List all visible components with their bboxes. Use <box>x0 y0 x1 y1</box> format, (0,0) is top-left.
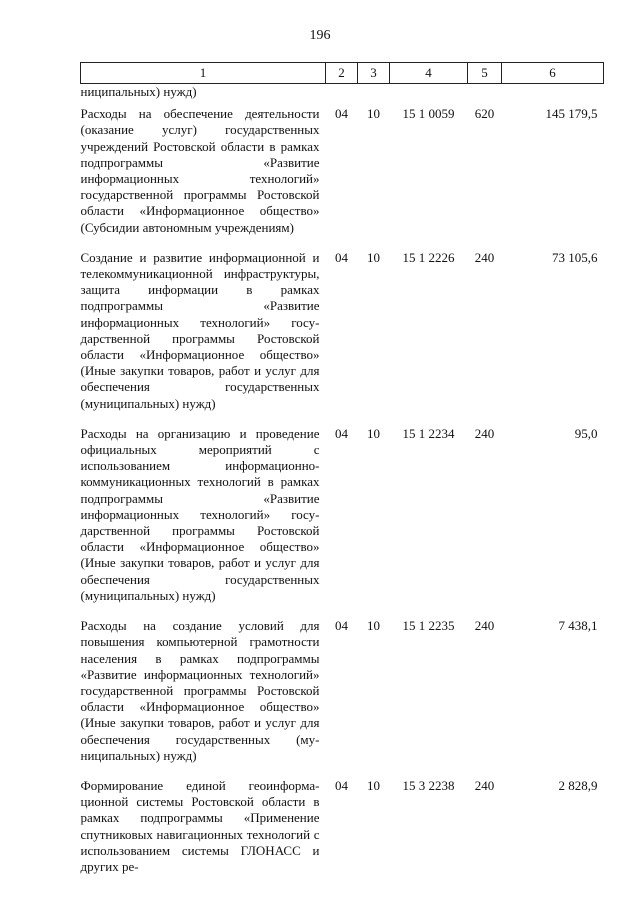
row-section: 04 <box>335 425 348 441</box>
table-row <box>81 106 604 250</box>
row-subsection: 10 <box>367 777 380 793</box>
table-row <box>81 778 604 889</box>
row-description: Создание и развитие информационной и телекоммуникационной инфраструктуры, защита информации в рамках подпрограммы «Развитие информационных технологий» государственной программы Ростовской области «Информационное общество» (Иные закупки товаров, работ и услуг для обеспечения государственных (муниципальных) нужд) <box>80 249 320 411</box>
row-section: 04 <box>335 106 348 122</box>
row-target-code: 15 1 2226 <box>402 249 455 265</box>
row-target-code: 15 1 2235 <box>402 618 455 634</box>
header-row <box>81 63 604 84</box>
row-subsection: 10 <box>367 618 380 634</box>
column-header: 3 <box>358 63 390 84</box>
continuation-row <box>81 84 604 107</box>
row-target-code: 15 3 2238 <box>402 777 455 793</box>
row-subsection: 10 <box>367 106 380 122</box>
row-subsection: 10 <box>367 249 380 265</box>
row-expense-type: 240 <box>474 777 495 793</box>
column-header: 2 <box>326 63 358 84</box>
column-header: 1 <box>81 63 326 84</box>
row-amount: 145 179,5 <box>545 106 598 122</box>
row-description: Формирование единой геоинформационной системы Ростовской области в рамках подпрограммы «Применение спутниковых навигационных технологий с использованием системы ГЛОНАСС и других ре- <box>80 777 320 874</box>
page-number: 196 <box>309 28 331 43</box>
row-expense-type: 240 <box>474 425 495 441</box>
row-amount: 95,0 <box>574 425 598 441</box>
column-header: 6 <box>502 63 604 84</box>
column-header: 4 <box>390 63 468 84</box>
row-description: Расходы на обеспечение деятельности (оказание услуг) государственных учреждений Ростовской области в рамках подпрограммы «Развитие информационных технологий» государственной программы Ростовской области «Информационное общество» (Субсидии автономным учреждениям) <box>80 106 320 235</box>
row-description: Расходы на организацию и проведение официальных мероприятий с использованием информационно-коммуникационных технологий в рамках подпрограммы «Развитие информационных технологий» государственной программы Ростовской области «Информационное общество» (Иные закупки товаров, работ и услуг для обеспечения государственных (муниципальных) нужд) <box>80 425 320 603</box>
row-expense-type: 240 <box>474 618 495 634</box>
table-row <box>81 250 604 426</box>
row-section: 04 <box>335 249 348 265</box>
table-row <box>81 426 604 618</box>
row-target-code: 15 1 0059 <box>402 106 455 122</box>
continuation-text: ниципальных) нужд) <box>80 84 197 99</box>
row-section: 04 <box>335 618 348 634</box>
row-subsection: 10 <box>367 425 380 441</box>
row-expense-type: 240 <box>474 249 495 265</box>
row-amount: 73 105,6 <box>552 249 598 265</box>
row-section: 04 <box>335 777 348 793</box>
row-expense-type: 620 <box>474 106 495 122</box>
row-description: Расходы на создание условий для повышения компьютерной грамотности населения в рамках подпрограммы «Развитие информационных технологий» государственной программы Ростовской области «Информационное общество» (Иные закупки товаров, работ и услуг для обеспечения государственных (муниципальных) нужд) <box>80 618 320 763</box>
table-row <box>81 618 604 778</box>
row-target-code: 15 1 2234 <box>402 425 455 441</box>
row-amount: 7 438,1 <box>558 618 598 634</box>
column-header: 5 <box>468 63 502 84</box>
row-amount: 2 828,9 <box>558 777 598 793</box>
budget-table <box>80 62 604 889</box>
